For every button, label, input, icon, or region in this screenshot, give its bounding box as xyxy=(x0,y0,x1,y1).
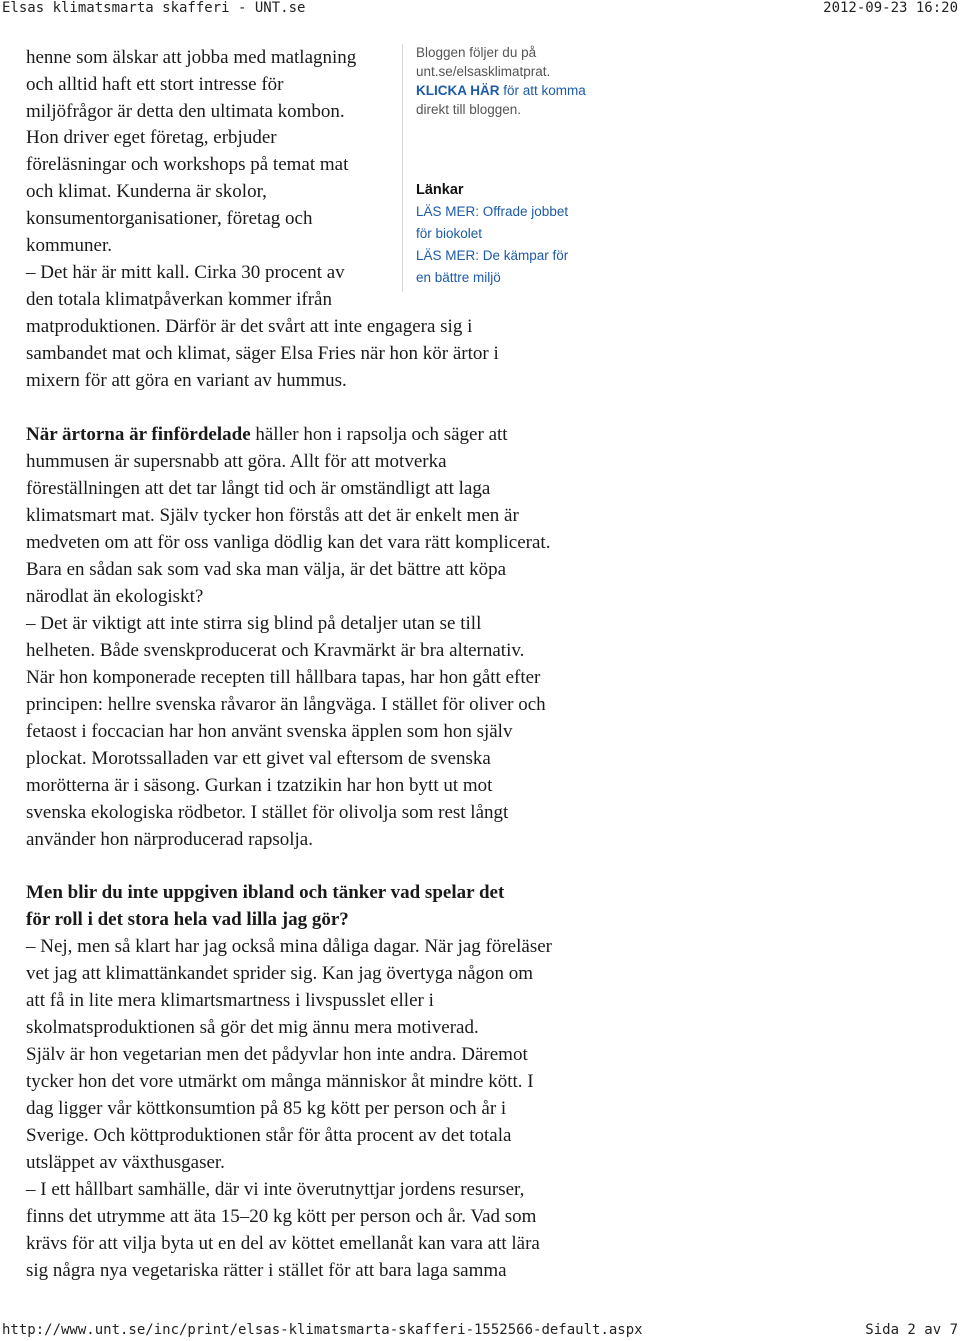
text-line: medveten om att för oss vanliga dödlig kan det vara rätt komplicerat. xyxy=(26,532,551,553)
text-line: henne som älskar att jobba med matlagning xyxy=(26,47,357,68)
text-line: skolmatsproduktionen så gör det mig ännu mera motiverad. xyxy=(26,1017,479,1038)
text-line: fetaost i foccacian har hon använt svenska äpplen som hon själv xyxy=(26,721,513,742)
text-line: matproduktionen. Därför är det svårt att inte engagera sig i xyxy=(26,316,473,337)
text-line: finns det utrymme att äta 15–20 kg kött per person och år. Vad som xyxy=(26,1206,537,1227)
text-line xyxy=(26,421,508,448)
text-line: mixern för att göra en variant av hummus. xyxy=(26,370,347,391)
text-line: och alltid haft ett stort intresse för xyxy=(26,74,284,95)
text-line: närodlat än ekologiskt? xyxy=(26,586,204,607)
text-line: använder hon närproducerad rapsolja. xyxy=(26,829,313,850)
print-footer xyxy=(0,1322,960,1341)
text-line: för roll i det stora hela vad lilla jag gör? xyxy=(26,909,349,930)
text-line: Bara en sådan sak som vad ska man välja, är det bättre att köpa xyxy=(26,559,507,580)
blog-info-line: Bloggen följer du på xyxy=(416,45,537,60)
text-line: utsläppet av växthusgaser. xyxy=(26,1152,225,1173)
page-title: Elsas klimatsmarta skafferi - UNT.se xyxy=(2,0,306,16)
lead-in: När ärtorna är finfördelade xyxy=(26,424,251,445)
source-url[interactable]: http://www.unt.se/inc/print/elsas-klimatsmarta-skafferi-1552566-default.aspx xyxy=(2,1322,643,1338)
text-line: vet jag att klimattänkandet sprider sig. Kan jag övertyga någon om xyxy=(26,963,534,984)
text-line: föreställningen att det tar långt tid och är omständligt att laga xyxy=(26,478,491,499)
text-line: Själv är hon vegetarian men det pådyvlar hon inte andra. Däremot xyxy=(26,1044,528,1065)
text-line: att få in lite mera klimartsmartness i livspusslet eller i xyxy=(26,990,434,1011)
links-heading: Länkar xyxy=(416,182,464,198)
text-line: – Det är viktigt att inte stirra sig blind på detaljer utan se till xyxy=(26,613,482,634)
print-datetime: 2012-09-23 16:20 xyxy=(823,0,958,16)
sidebar-divider xyxy=(402,44,406,292)
text-line: krävs för att vilja byta ut en del av köttet emellanåt kan vara att lära xyxy=(26,1233,540,1254)
text-line: – I ett hållbart samhälle, där vi inte överutnyttjar jordens resurser, xyxy=(26,1179,525,1200)
text-line: klimatsmart mat. Själv tycker hon förstås att det är enkelt men är xyxy=(26,505,519,526)
link-text[interactable]: LÄS MER: De kämpar för xyxy=(416,248,569,263)
text-line: – Det här är mitt kall. Cirka 30 procent av xyxy=(26,262,345,283)
text-line: helheten. Både svenskproducerat och Kravmärkt är bra alternativ. xyxy=(26,640,525,661)
text-line: konsumentorganisationer, företag och xyxy=(26,208,313,229)
text-line: tycker hon det vore utmärkt om många människor åt mindre kött. I xyxy=(26,1071,534,1092)
text-line: dag ligger vår köttkonsumtion på 85 kg kött per person och år i xyxy=(26,1098,507,1119)
text-line: morötterna är i säsong. Gurkan i tzatzikin har hon bytt ut mot xyxy=(26,775,493,796)
link-text[interactable]: en bättre miljö xyxy=(416,270,501,285)
text-line: svenska ekologiska rödbetor. I stället för olivolja som rest långt xyxy=(26,802,509,823)
text-line: miljöfrågor är detta den ultimata kombon. xyxy=(26,101,345,122)
lead-in-rest: häller hon i rapsolja och säger att xyxy=(250,424,508,445)
link-text[interactable]: LÄS MER: Offrade jobbet xyxy=(416,204,569,219)
blog-url-text: unt.se/elsasklimatprat. xyxy=(416,64,551,79)
text-line: Sverige. Och köttproduktionen står för åtta procent av det totala xyxy=(26,1125,512,1146)
text-line: plockat. Morotssalladen var ett givet val eftersom de svenska xyxy=(26,748,491,769)
text-line: föreläsningar och workshops på temat mat xyxy=(26,154,349,175)
text-line: hummusen är supersnabb att göra. Allt för att motverka xyxy=(26,451,447,472)
text-line: – Nej, men så klart har jag också mina dåliga dagar. När jag föreläser xyxy=(26,936,552,957)
text-line: När hon komponerade recepten till hållbara tapas, har hon gått efter xyxy=(26,667,541,688)
text-line: Hon driver eget företag, erbjuder xyxy=(26,127,277,148)
klicka-har-link[interactable]: KLICKA HÄR xyxy=(416,83,500,98)
text-line: principen: hellre svenska råvaror än långväga. I stället för oliver och xyxy=(26,694,546,715)
page-number: Sida 2 av 7 xyxy=(865,1322,958,1338)
text-line: och klimat. Kunderna är skolor, xyxy=(26,181,267,202)
klicka-har-rest: för att komma xyxy=(499,83,586,98)
print-header xyxy=(0,0,960,20)
text-line: kommuner. xyxy=(26,235,113,256)
text-line: sambandet mat och klimat, säger Elsa Fries när hon kör ärtor i xyxy=(26,343,499,364)
blog-info-line: direkt till bloggen. xyxy=(416,102,522,117)
link-text[interactable]: för biokolet xyxy=(416,226,483,241)
text-line: den totala klimatpåverkan kommer ifrån xyxy=(26,289,332,310)
text-line: sig några nya vegetariska rätter i stället för att bara laga samma xyxy=(26,1260,507,1281)
text-line: Men blir du inte uppgiven ibland och tänker vad spelar det xyxy=(26,882,505,903)
